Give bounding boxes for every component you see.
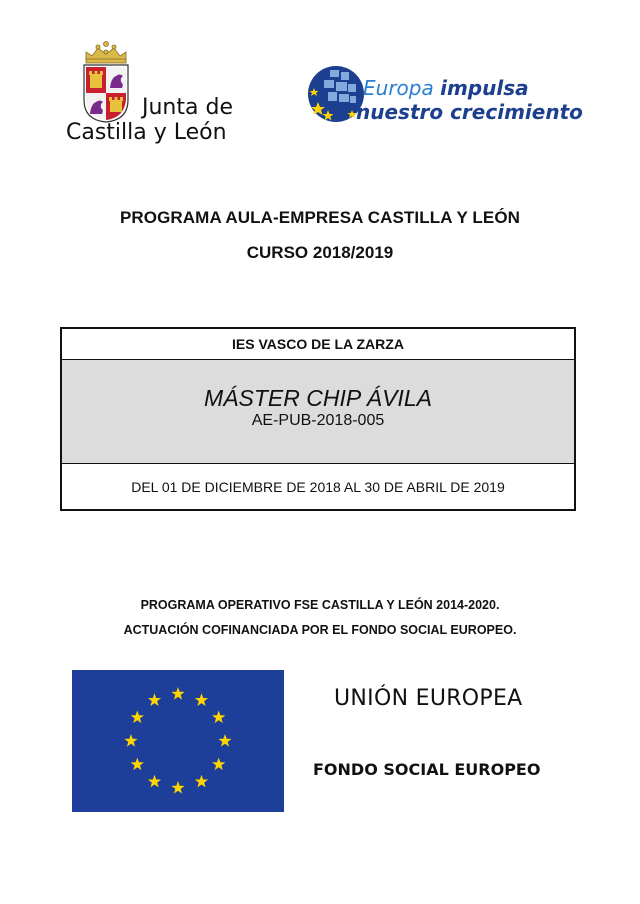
- program-title: PROGRAMA AULA-EMPRESA CASTILLA Y LEÓN: [119, 208, 521, 227]
- school-name: IES VASCO DE LA ZARZA: [62, 329, 574, 360]
- jcyl-logo-line2: Castilla y León: [66, 120, 227, 145]
- eip-logo-line2: nuestro crecimiento: [356, 100, 583, 124]
- project-name: MÁSTER CHIP ÁVILA: [204, 385, 432, 411]
- project-box: [60, 327, 576, 511]
- program-course: CURSO 2018/2019: [246, 243, 394, 262]
- eip-logo-word-europa: Europa: [363, 76, 434, 100]
- castilla-leon-shield-icon: [80, 40, 132, 124]
- junta-castilla-leon-logo: [66, 40, 256, 150]
- project-dates: DEL 01 DE DICIEMBRE DE 2018 AL 30 DE ABRIL DE 2019: [131, 478, 505, 495]
- eip-logo-word-impulsa: impulsa: [440, 76, 529, 100]
- fondo-social-europeo-label: FONDO SOCIAL EUROPEO: [313, 760, 541, 779]
- operativo-line2: ACTUACIÓN COFINANCIADA POR EL FONDO SOCIAL EUROPEO.: [123, 623, 517, 637]
- project-code: AE-PUB-2018-005: [251, 412, 385, 429]
- jcyl-logo-line1: Junta de: [142, 95, 233, 120]
- project-panel: [62, 360, 574, 464]
- eu-flag-icon: [72, 670, 284, 812]
- union-europea-label: UNIÓN EUROPEA: [334, 686, 523, 711]
- operativo-line1: PROGRAMA OPERATIVO FSE CASTILLA Y LEÓN 2014-2020.: [140, 598, 500, 612]
- europa-impulsa-logo: [308, 58, 588, 138]
